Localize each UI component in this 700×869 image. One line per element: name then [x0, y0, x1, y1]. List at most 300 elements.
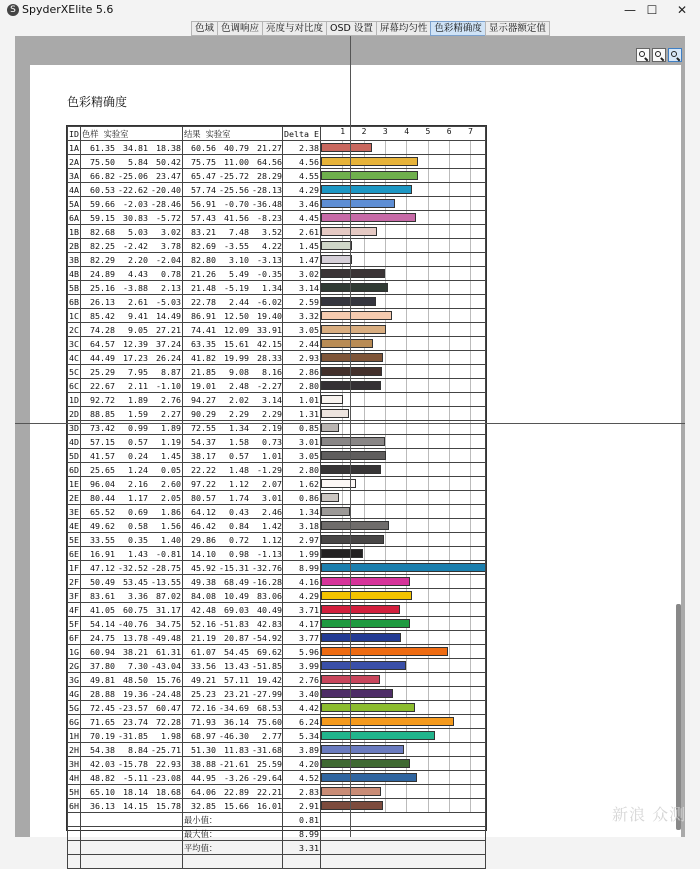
- scale-gridline: [385, 393, 386, 406]
- sample-lab: [81, 757, 183, 771]
- sample-lab: [81, 183, 183, 197]
- scale-gridline: [406, 351, 407, 364]
- scale-gridline: [406, 463, 407, 476]
- scale-gridline: [470, 757, 471, 770]
- scale-gridline: [406, 631, 407, 644]
- result-b: 2.46: [262, 506, 282, 517]
- delta-e-bar: [321, 353, 383, 362]
- table-row: [68, 211, 486, 225]
- result-a: -21.61: [219, 758, 249, 769]
- scale-gridline: [406, 407, 407, 420]
- delta-e-value: 2.59: [283, 295, 321, 309]
- result-lab: [183, 169, 283, 183]
- result-lab: [183, 337, 283, 351]
- delta-e-bar-cell: [321, 323, 486, 337]
- scale-gridline: [449, 533, 450, 546]
- scale-gridline: [449, 393, 450, 406]
- delta-e-bar-cell: [321, 295, 486, 309]
- delta-e-bar: [321, 297, 376, 306]
- scale-gridline: [406, 603, 407, 616]
- sample-a: 7.95: [128, 366, 148, 377]
- table-row: [68, 519, 486, 533]
- sample-lab: [81, 253, 183, 267]
- result-a: 13.43: [224, 660, 249, 671]
- scale-gridline: [385, 365, 386, 378]
- delta-e-bar: [321, 199, 395, 208]
- maximize-button[interactable]: ☐: [646, 3, 658, 17]
- sample-b: 15.78: [156, 800, 181, 811]
- scale-gridline: [449, 477, 450, 490]
- scale-gridline: [449, 197, 450, 210]
- delta-e-value: 2.91: [283, 799, 321, 813]
- sample-l: 37.80: [90, 660, 115, 671]
- scale-gridline: [406, 477, 407, 490]
- delta-e-bar: [321, 577, 410, 586]
- scale-gridline: [385, 337, 386, 350]
- delta-e-value: 3.71: [283, 603, 321, 617]
- delta-e-value: 4.52: [283, 771, 321, 785]
- result-l: 44.95: [191, 772, 216, 783]
- scale-gridline: [470, 645, 471, 658]
- patch-id: 2A: [69, 156, 79, 167]
- scale-tick-label: 1: [340, 127, 346, 136]
- table-row: [68, 225, 486, 239]
- delta-e-bar-cell: [321, 743, 486, 757]
- delta-e-bar: [321, 395, 343, 404]
- scale-gridline: [428, 351, 429, 364]
- result-b: 1.12: [262, 534, 282, 545]
- scale-gridline: [385, 351, 386, 364]
- tab-4[interactable]: 屏幕均匀性: [376, 21, 432, 36]
- sample-lab: [81, 351, 183, 365]
- delta-e-bar-cell: [321, 799, 486, 813]
- delta-e-bar-cell: [321, 449, 486, 463]
- scale-gridline: [470, 435, 471, 448]
- delta-e-bar-cell: [321, 491, 486, 505]
- result-l: 86.91: [191, 310, 216, 321]
- sample-b: 3.78: [161, 240, 181, 251]
- vertical-scrollbar[interactable]: [676, 604, 681, 830]
- sample-a: 2.11: [128, 380, 148, 391]
- delta-e-bar: [321, 745, 404, 754]
- scale-gridline: [470, 785, 471, 798]
- result-a: 0.72: [229, 534, 249, 545]
- scale-gridline: [428, 281, 429, 294]
- sample-l: 54.38: [90, 744, 115, 755]
- delta-e-bar-cell: [321, 631, 486, 645]
- result-lab: [183, 141, 283, 155]
- result-b: 19.42: [257, 674, 282, 685]
- scale-gridline: [428, 407, 429, 420]
- sample-lab: [81, 197, 183, 211]
- sample-b: -13.55: [151, 576, 181, 587]
- result-b: 33.91: [257, 324, 282, 335]
- sample-b: -23.08: [151, 772, 181, 783]
- color-accuracy-table: [66, 125, 487, 853]
- table-row: [68, 253, 486, 267]
- result-a: 9.08: [229, 366, 249, 377]
- delta-e-bar-cell: [321, 547, 486, 561]
- sample-b: 1.45: [161, 450, 181, 461]
- scale-gridline: [364, 477, 365, 490]
- sample-b: -5.03: [156, 296, 181, 307]
- delta-e-value: 5.34: [283, 729, 321, 743]
- zoom-in-icon[interactable]: [636, 48, 650, 62]
- delta-e-value: 6.24: [283, 715, 321, 729]
- sample-a: 17.23: [123, 352, 148, 363]
- result-b: 16.01: [257, 800, 282, 811]
- result-a: 2.44: [229, 296, 249, 307]
- patch-id: 3B: [69, 254, 79, 265]
- scale-gridline: [428, 365, 429, 378]
- result-lab: [183, 533, 283, 547]
- sample-lab: [81, 365, 183, 379]
- delta-e-bar-cell: [321, 463, 486, 477]
- result-b: 25.59: [257, 758, 282, 769]
- patch-id: 3A: [69, 170, 79, 181]
- table-header-row: [68, 127, 486, 141]
- delta-e-bar-cell: [321, 533, 486, 547]
- scale-gridline: [470, 505, 471, 518]
- sample-a: 18.14: [123, 786, 148, 797]
- sample-lab: [81, 771, 183, 785]
- spyder-logo-icon: S: [7, 4, 19, 16]
- scale-gridline: [428, 267, 429, 280]
- patch-id: 5C: [69, 366, 79, 377]
- scale-gridline: [470, 603, 471, 616]
- scale-gridline: [470, 519, 471, 532]
- scale-gridline: [470, 155, 471, 168]
- result-a: 40.79: [224, 142, 249, 153]
- sample-b: 31.17: [156, 604, 181, 615]
- scale-gridline: [470, 491, 471, 504]
- close-button[interactable]: ✕: [676, 3, 688, 17]
- sample-b: 22.93: [156, 758, 181, 769]
- delta-e-value: 2.97: [283, 533, 321, 547]
- sample-l: 47.12: [90, 562, 115, 573]
- scale-gridline: [428, 659, 429, 672]
- scale-gridline: [449, 771, 450, 784]
- delta-e-bar-cell: [321, 211, 486, 225]
- tab-5[interactable]: 色彩精确度: [430, 21, 486, 36]
- delta-e-value: 3.14: [283, 281, 321, 295]
- result-lab: [183, 463, 283, 477]
- sample-b: 72.28: [156, 716, 181, 727]
- scale-gridline: [449, 449, 450, 462]
- result-a: 5.49: [229, 268, 249, 279]
- sample-lab: [81, 225, 183, 239]
- result-l: 72.16: [191, 702, 216, 713]
- tab-6[interactable]: 显示器额定值: [485, 21, 550, 36]
- scale-gridline: [428, 617, 429, 630]
- sample-b: -5.72: [156, 212, 181, 223]
- sample-l: 71.65: [90, 716, 115, 727]
- scale-gridline: [385, 505, 386, 518]
- scale-gridline: [470, 323, 471, 336]
- result-a: 1.74: [229, 492, 249, 503]
- result-lab: [183, 365, 283, 379]
- scale-gridline: [428, 337, 429, 350]
- sample-b: -49.48: [151, 632, 181, 643]
- result-lab: [183, 575, 283, 589]
- scale-gridline: [406, 225, 407, 238]
- result-b: -29.64: [252, 772, 282, 783]
- sample-lab: [81, 603, 183, 617]
- delta-e-bar-cell: [321, 379, 486, 393]
- scale-gridline: [406, 267, 407, 280]
- table-row: [68, 715, 486, 729]
- header-sample: 色样 实验室: [81, 127, 183, 141]
- table-row: [68, 365, 486, 379]
- result-l: 97.22: [191, 478, 216, 489]
- sample-l: 96.04: [90, 478, 115, 489]
- sample-lab: [81, 477, 183, 491]
- delta-e-value: 4.16: [283, 575, 321, 589]
- scale-gridline: [406, 505, 407, 518]
- result-lab: [183, 785, 283, 799]
- sample-a: 7.30: [128, 660, 148, 671]
- result-lab: [183, 505, 283, 519]
- scale-gridline: [385, 463, 386, 476]
- delta-e-bar: [321, 633, 401, 642]
- scale-gridline: [470, 295, 471, 308]
- table-row: [68, 645, 486, 659]
- patch-id: 3E: [69, 506, 79, 517]
- tab-3[interactable]: OSD 设置: [326, 21, 377, 36]
- sample-b: 87.02: [156, 590, 181, 601]
- sample-l: 59.15: [90, 212, 115, 223]
- result-b: -16.28: [252, 576, 282, 587]
- scale-gridline: [406, 323, 407, 336]
- sample-l: 22.67: [90, 380, 115, 391]
- delta-e-value: 2.83: [283, 785, 321, 799]
- result-b: 42.83: [257, 618, 282, 629]
- result-a: 11.83: [224, 744, 249, 755]
- delta-e-bar-cell: [321, 729, 486, 743]
- sample-l: 64.57: [90, 338, 115, 349]
- scale-gridline: [470, 659, 471, 672]
- sample-l: 75.50: [90, 156, 115, 167]
- result-lab: [183, 561, 283, 575]
- result-l: 21.26: [191, 268, 216, 279]
- delta-e-value: 4.20: [283, 757, 321, 771]
- sample-a: 2.20: [128, 254, 148, 265]
- result-l: 57.43: [191, 212, 216, 223]
- title-bar: [0, 0, 700, 20]
- patch-id: 6D: [69, 464, 79, 475]
- result-a: 0.84: [229, 520, 249, 531]
- delta-e-bar: [321, 451, 386, 460]
- sample-lab: [81, 281, 183, 295]
- delta-e-bar: [321, 731, 435, 740]
- sample-lab: [81, 295, 183, 309]
- delta-e-bar-cell: [321, 407, 486, 421]
- delta-e-bar: [321, 647, 448, 656]
- scale-gridline: [428, 197, 429, 210]
- result-a: -0.70: [224, 198, 249, 209]
- sample-b: 0.78: [161, 268, 181, 279]
- summary-row: [68, 813, 486, 827]
- zoom-out-icon[interactable]: [652, 48, 666, 62]
- minimize-button[interactable]: —: [624, 3, 636, 17]
- patch-id: 1E: [69, 478, 79, 489]
- table-row: [68, 197, 486, 211]
- result-a: -15.31: [219, 562, 249, 573]
- header-delta-e: Delta E: [284, 128, 319, 139]
- result-b: 40.49: [257, 604, 282, 615]
- delta-e-bar: [321, 143, 372, 152]
- scale-gridline: [406, 337, 407, 350]
- sample-l: 42.03: [90, 758, 115, 769]
- scale-gridline: [449, 379, 450, 392]
- sample-l: 41.57: [90, 450, 115, 461]
- result-l: 83.21: [191, 226, 216, 237]
- result-a: 2.29: [229, 408, 249, 419]
- result-b: 2.29: [262, 408, 282, 419]
- sample-lab: [81, 169, 183, 183]
- patch-id: 4B: [69, 268, 79, 279]
- scale-gridline: [406, 309, 407, 322]
- summary-row: [68, 827, 486, 841]
- result-lab: [183, 729, 283, 743]
- delta-e-value: 3.40: [283, 687, 321, 701]
- result-a: -34.69: [219, 702, 249, 713]
- result-a: -51.83: [219, 618, 249, 629]
- result-l: 56.91: [191, 198, 216, 209]
- delta-e-bar: [321, 171, 418, 180]
- result-l: 41.82: [191, 352, 216, 363]
- patch-id: 4F: [69, 604, 79, 615]
- delta-e-value: 1.62: [283, 477, 321, 491]
- patch-id: 5D: [69, 450, 79, 461]
- scale-gridline: [449, 323, 450, 336]
- sample-a: -40.76: [118, 618, 148, 629]
- scale-gridline: [364, 491, 365, 504]
- scale-gridline: [406, 197, 407, 210]
- delta-e-value: 2.61: [283, 225, 321, 239]
- tab-0[interactable]: 色域: [191, 21, 218, 36]
- sample-l: 54.14: [90, 618, 115, 629]
- delta-e-bar: [321, 661, 406, 670]
- result-lab: [183, 309, 283, 323]
- delta-e-bar-cell: [321, 575, 486, 589]
- scale-gridline: [470, 631, 471, 644]
- table-row: [68, 141, 486, 155]
- scale-gridline: [449, 631, 450, 644]
- sample-lab: [81, 449, 183, 463]
- sample-a: -2.03: [123, 198, 148, 209]
- delta-e-bar: [321, 255, 352, 264]
- result-a: 36.14: [224, 716, 249, 727]
- result-a: 12.50: [224, 310, 249, 321]
- result-l: 68.97: [191, 730, 216, 741]
- delta-e-bar: [321, 689, 393, 698]
- sample-l: 66.82: [90, 170, 115, 181]
- sample-a: 53.45: [123, 576, 148, 587]
- delta-e-value: 0.86: [283, 491, 321, 505]
- delta-e-value: 2.86: [283, 365, 321, 379]
- result-lab: [183, 799, 283, 813]
- scale-gridline: [449, 155, 450, 168]
- sample-lab: [81, 141, 183, 155]
- zoom-fit-icon[interactable]: [668, 48, 682, 62]
- scale-gridline: [385, 477, 386, 490]
- scale-gridline: [449, 337, 450, 350]
- scale-gridline: [470, 183, 471, 196]
- sample-b: -28.75: [151, 562, 181, 573]
- delta-e-bar-cell: [321, 659, 486, 673]
- sample-a: 2.61: [128, 296, 148, 307]
- scale-gridline: [470, 407, 471, 420]
- sample-a: 30.83: [123, 212, 148, 223]
- sample-a: 2.16: [128, 478, 148, 489]
- result-l: 80.57: [191, 492, 216, 503]
- header-result: 结果 实验室: [183, 127, 283, 141]
- scale-gridline: [406, 379, 407, 392]
- result-l: 72.55: [191, 422, 216, 433]
- scale-gridline: [470, 575, 471, 588]
- delta-e-bar-cell: [321, 477, 486, 491]
- sample-b: 1.56: [161, 520, 181, 531]
- scale-gridline: [470, 547, 471, 560]
- scale-gridline: [364, 505, 365, 518]
- delta-e-value: 3.32: [283, 309, 321, 323]
- sample-b: 15.76: [156, 674, 181, 685]
- sample-l: 73.42: [90, 422, 115, 433]
- result-l: 42.48: [191, 604, 216, 615]
- scale-gridline: [406, 491, 407, 504]
- patch-id: 3C: [69, 338, 79, 349]
- result-l: 49.38: [191, 576, 216, 587]
- scale-gridline: [470, 393, 471, 406]
- patch-id: 3G: [69, 674, 79, 685]
- result-l: 94.27: [191, 394, 216, 405]
- scale-gridline: [406, 785, 407, 798]
- scale-gridline: [470, 477, 471, 490]
- scale-gridline: [449, 659, 450, 672]
- tab-1[interactable]: 色调响应: [217, 21, 263, 36]
- delta-e-value: 3.99: [283, 659, 321, 673]
- delta-e-bar-cell: [321, 239, 486, 253]
- table-row: [68, 351, 486, 365]
- scale-gridline: [428, 631, 429, 644]
- sample-l: 25.65: [90, 464, 115, 475]
- result-b: 2.19: [262, 422, 282, 433]
- scale-gridline: [428, 799, 429, 812]
- delta-e-bar: [321, 507, 350, 516]
- delta-e-value: 0.85: [283, 421, 321, 435]
- patch-id: 2F: [69, 576, 79, 587]
- scale-gridline: [449, 295, 450, 308]
- scale-gridline: [449, 729, 450, 742]
- scale-gridline: [385, 673, 386, 686]
- sample-l: 49.81: [90, 674, 115, 685]
- sample-lab: [81, 239, 183, 253]
- header-id: ID: [69, 128, 79, 139]
- sample-a: -5.11: [123, 772, 148, 783]
- delta-e-bar: [321, 437, 385, 446]
- sample-a: 0.35: [128, 534, 148, 545]
- sample-a: 1.89: [128, 394, 148, 405]
- delta-e-value: 4.29: [283, 183, 321, 197]
- sample-lab: [81, 617, 183, 631]
- tab-2[interactable]: 亮度与对比度: [262, 21, 327, 36]
- table-row: [68, 337, 486, 351]
- sample-b: -24.48: [151, 688, 181, 699]
- patch-id: 3D: [69, 422, 79, 433]
- result-b: -1.13: [257, 548, 282, 559]
- result-b: 3.01: [262, 492, 282, 503]
